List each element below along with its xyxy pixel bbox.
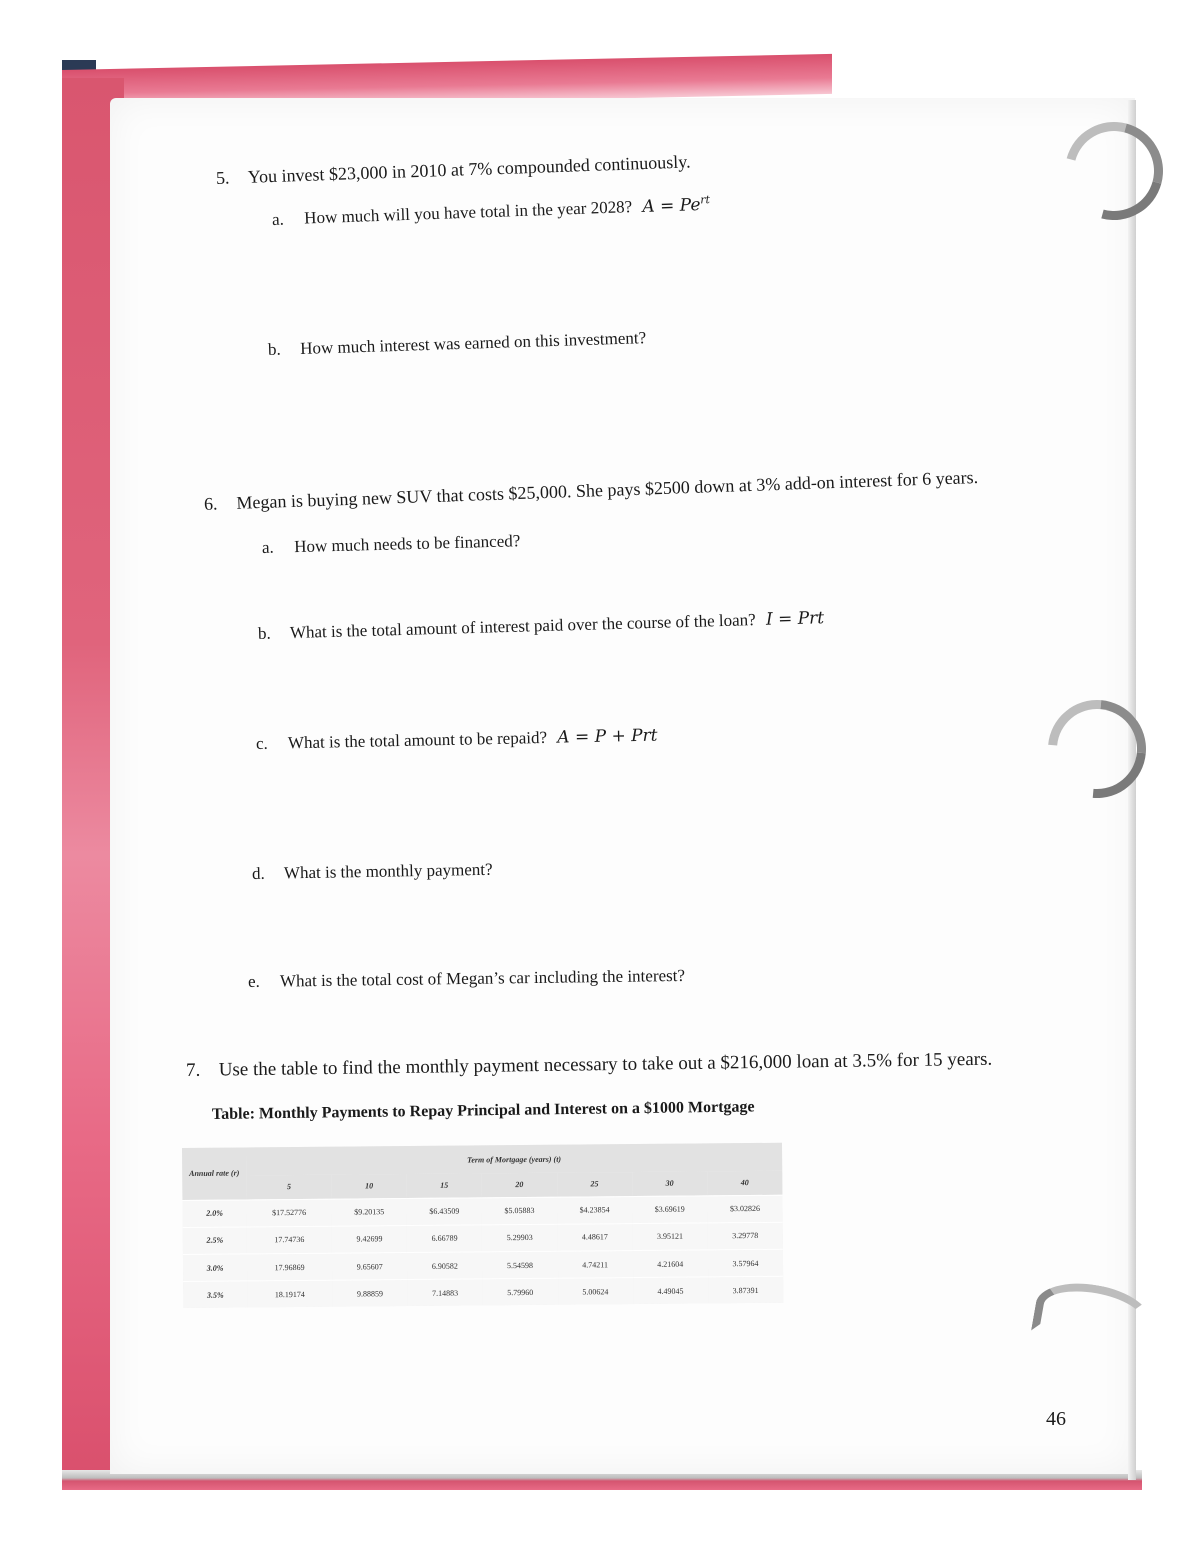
page-number: 46 (1046, 1408, 1066, 1430)
payment-cell: $3.69619 (632, 1195, 707, 1223)
payment-cell: 3.95121 (632, 1223, 707, 1251)
subquestion-text: What is the total amount of interest paid over the course of the loan? (289, 610, 756, 643)
question-number: 6. (203, 493, 218, 514)
subquestion-text: How much will you have total in the year 2028? (303, 197, 633, 228)
payment-cell: 5.79960 (483, 1279, 558, 1306)
rate-cell: 3.0% (183, 1254, 247, 1282)
question-number: 5. (215, 167, 230, 188)
term-header: 10 (331, 1174, 406, 1199)
question-text: Use the table to find the monthly payment necessary to take out a $216,000 loan at 3.5% for 15 years. (218, 1048, 993, 1081)
payment-cell: 3.29778 (707, 1222, 782, 1250)
subquestion-label: c. (255, 733, 268, 753)
payment-cell: $9.20135 (332, 1198, 407, 1226)
question-text: You invest $23,000 in 2010 at 7% compounded continuously. (247, 151, 691, 187)
rate-cell: 3.5% (183, 1281, 247, 1308)
term-header: 5 (246, 1175, 331, 1200)
payment-cell: 4.74211 (557, 1251, 632, 1279)
table-title: Table: Monthly Payments to Repay Principal and Interest on a $1000 Mortgage (211, 1098, 755, 1123)
subquestion-text: How much interest was earned on this investment? (299, 328, 647, 358)
payment-cell: 4.21604 (633, 1250, 708, 1278)
page-edge (1128, 100, 1136, 1480)
question-6d (252, 860, 493, 884)
row-header: Annual rate (r) (182, 1147, 246, 1200)
formula: A = P + Prt (557, 725, 658, 748)
subquestion-text: What is the monthly payment? (283, 859, 493, 883)
question-number: 7. (185, 1059, 201, 1081)
subquestion-label: b. (267, 339, 282, 359)
subquestion-label: a. (261, 537, 275, 557)
payment-cell: 9.42699 (332, 1225, 407, 1253)
payment-cell: 4.49045 (633, 1277, 708, 1304)
payment-cell: 17.74736 (247, 1226, 332, 1254)
term-header: 25 (557, 1172, 632, 1197)
payment-cell: 9.65607 (332, 1253, 407, 1281)
column-group-header: Term of Mortgage (years) (t) (246, 1143, 782, 1176)
payment-cell: $3.02826 (707, 1195, 782, 1223)
payment-cell: $5.05883 (482, 1197, 557, 1225)
payment-cell: 6.66789 (407, 1225, 482, 1253)
payment-cell: 3.87391 (708, 1277, 783, 1304)
payment-cell: 6.90582 (407, 1252, 482, 1280)
subquestion-text: How much needs to be financed? (293, 531, 521, 557)
rate-cell: 2.0% (182, 1199, 246, 1227)
payment-cell: $4.23854 (557, 1196, 632, 1224)
subquestion-label: d. (251, 863, 265, 883)
payment-cell: $6.43509 (407, 1197, 482, 1225)
payment-cell: 4.48617 (557, 1223, 632, 1251)
subquestion-label: e. (247, 971, 260, 991)
payment-cell: 7.14883 (407, 1279, 482, 1306)
question-text: Megan is buying new SUV that costs $25,000. She pays $2500 down at 3% add-on interest for 6 years. (236, 466, 979, 513)
term-header: 20 (482, 1173, 557, 1198)
term-header: 30 (632, 1171, 707, 1196)
subquestion-text: What is the total amount to be repaid? (287, 727, 548, 753)
payment-cell: $17.52776 (246, 1199, 331, 1227)
payment-cell: 5.00624 (558, 1278, 633, 1305)
table-row (183, 1277, 783, 1308)
subquestion-label: a. (271, 209, 285, 229)
payment-cell: 9.88859 (332, 1280, 407, 1307)
rate-cell: 2.5% (183, 1227, 247, 1255)
mortgage-payment-table (182, 1143, 783, 1308)
payment-cell: 5.54598 (482, 1251, 557, 1279)
formula: $A = Pe^{rt}$ (642, 192, 711, 217)
subquestion-text: What is the total cost of Megan’s car including the interest? (279, 965, 686, 991)
subquestion-label: b. (257, 623, 271, 643)
payment-cell: 5.29903 (482, 1224, 557, 1252)
payment-cell: 3.57964 (708, 1249, 783, 1277)
term-header: 40 (707, 1171, 782, 1196)
payment-cell: 17.96869 (247, 1253, 332, 1281)
term-header: 15 (407, 1173, 482, 1198)
payment-cell: 18.19174 (247, 1281, 332, 1308)
formula: I = Prt (765, 608, 825, 630)
